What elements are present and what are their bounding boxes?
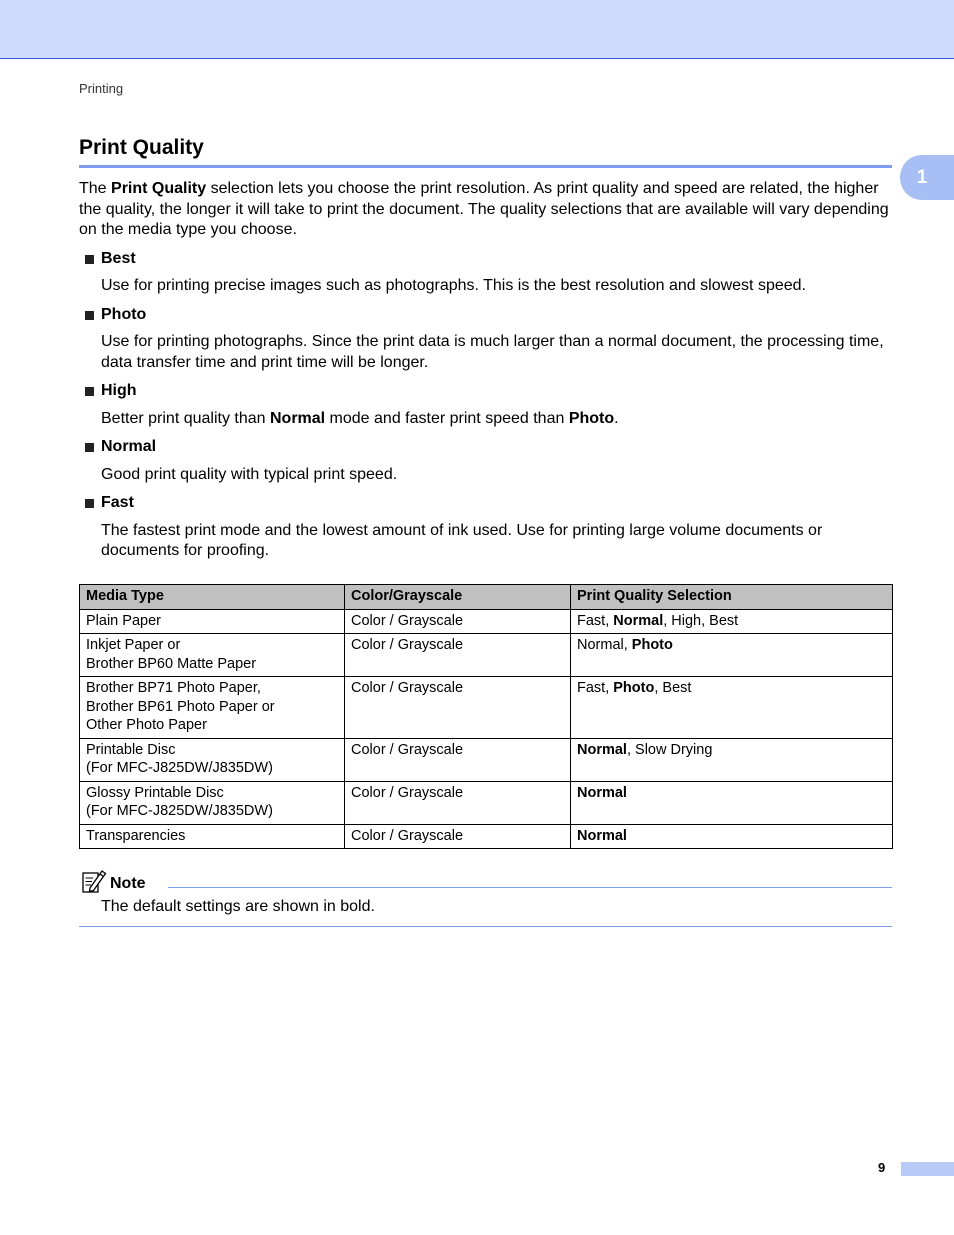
option-name: Best <box>101 249 136 267</box>
table-header-row <box>80 585 893 610</box>
media-type-line: Inkjet Paper or <box>86 637 181 653</box>
breadcrumb: Printing <box>79 81 124 96</box>
text-run: selection lets you choose the print resolution. As print quality and speed are related, the higher the quality, the longer it will take to print the document. The quality selections that are available will vary depending on the media type you choose. <box>79 180 889 238</box>
text-run: Good print quality with typical print speed. <box>101 465 398 483</box>
option-heading-photo <box>79 305 892 326</box>
media-type-line: Other Photo Paper <box>86 717 207 733</box>
option-description <box>101 332 892 373</box>
option-name: High <box>101 382 137 399</box>
square-bullet-icon <box>85 255 94 264</box>
text-run: Normal, <box>577 637 632 653</box>
text-run: Use for printing precise images such as photographs. This is the best resolution and slowest speed. <box>101 277 806 294</box>
cell-media-type <box>80 609 345 634</box>
note-label: Note <box>110 875 146 892</box>
bold-text: Photo <box>631 637 673 653</box>
media-type-line: Brother BP61 Photo Paper or <box>86 698 275 715</box>
column-header-color-grayscale: Color/Grayscale <box>345 585 571 610</box>
square-bullet-icon <box>85 443 94 452</box>
cell-print-quality <box>571 781 893 824</box>
bold-text: Normal <box>577 784 627 801</box>
square-bullet-icon <box>85 311 94 320</box>
cell-color-grayscale: Color / Grayscale <box>345 677 571 739</box>
text-run: mode and faster print speed than <box>325 409 569 427</box>
cell-media-type <box>80 677 345 739</box>
cell-media-type <box>80 738 345 781</box>
table-row <box>80 824 893 849</box>
media-type-line: (For MFC-J825DW/J835DW) <box>86 760 273 776</box>
cell-print-quality <box>571 609 893 634</box>
note-divider <box>168 887 892 888</box>
square-bullet-icon <box>85 387 94 396</box>
square-bullet-icon <box>85 499 94 508</box>
cell-print-quality <box>571 738 893 781</box>
cell-print-quality <box>571 824 893 849</box>
text-run: , High, Best <box>663 612 739 629</box>
table-row <box>80 677 893 739</box>
option-heading-high <box>79 381 892 402</box>
media-type-line: Transparencies <box>86 827 186 844</box>
table-body <box>80 609 893 849</box>
bold-text: Print Quality <box>111 180 207 197</box>
note-pencil-icon <box>81 868 107 894</box>
text-run: The <box>79 180 112 197</box>
table-row <box>80 738 893 781</box>
option-description <box>101 521 892 562</box>
column-header-media-type: Media Type <box>80 585 345 610</box>
bold-text: Normal <box>269 409 326 427</box>
note-text: The default settings are shown in bold. <box>101 898 375 915</box>
table-row <box>80 634 893 677</box>
cell-media-type <box>80 824 345 849</box>
note-bottom-divider <box>79 926 892 927</box>
text-run: Fast, <box>577 680 614 696</box>
cell-color-grayscale: Color / Grayscale <box>345 609 571 634</box>
media-type-line: (For MFC-J825DW/J835DW) <box>86 803 273 819</box>
option-name: Normal <box>101 438 157 455</box>
text-run: The fastest print mode and the lowest amount of ink used. Use for printing large volume documents or documents for proofing. <box>101 521 823 559</box>
bold-text: Photo <box>568 409 615 427</box>
chapter-tab[interactable]: 1 <box>900 155 954 200</box>
text-run: Fast, <box>577 612 614 629</box>
cell-color-grayscale: Color / Grayscale <box>345 634 571 677</box>
option-heading-best <box>79 249 892 270</box>
text-run: Use for printing photographs. Since the print data is much larger than a normal document, the processing time, data transfer time and print time will be longer. <box>101 333 884 371</box>
bold-text: Photo <box>613 680 655 696</box>
cell-print-quality <box>571 634 893 677</box>
text-run: . <box>614 409 619 427</box>
media-quality-table <box>79 584 893 849</box>
media-type-line: Glossy Printable Disc <box>86 784 224 801</box>
option-description <box>101 409 892 430</box>
text-run: , Slow Drying <box>626 741 713 758</box>
content-body <box>79 179 892 570</box>
media-type-line: Brother BP60 Matte Paper <box>86 655 257 672</box>
media-type-line: Brother BP71 Photo Paper, <box>86 680 261 696</box>
page-title: Print Quality <box>79 136 204 159</box>
page-number: 9 <box>878 1160 886 1175</box>
column-header-print-quality: Print Quality Selection <box>571 585 893 610</box>
cell-media-type <box>80 634 345 677</box>
option-name: Photo <box>101 305 147 323</box>
cell-color-grayscale: Color / Grayscale <box>345 824 571 849</box>
option-description <box>101 276 892 297</box>
cell-print-quality <box>571 677 893 739</box>
media-type-line: Printable Disc <box>86 741 176 758</box>
quality-options-list <box>79 249 892 562</box>
media-type-line: Plain Paper <box>86 612 161 629</box>
table-row <box>80 781 893 824</box>
option-heading-normal <box>79 437 892 458</box>
bold-text: Normal <box>577 827 627 844</box>
cell-color-grayscale: Color / Grayscale <box>345 781 571 824</box>
cell-color-grayscale: Color / Grayscale <box>345 738 571 781</box>
bold-text: Normal <box>577 741 627 758</box>
option-name: Fast <box>101 494 134 511</box>
cell-media-type <box>80 781 345 824</box>
text-run: Better print quality than <box>101 409 270 427</box>
title-divider <box>79 165 892 168</box>
intro-paragraph <box>79 179 892 241</box>
bold-text: Normal <box>613 612 664 629</box>
page-header-band <box>0 0 954 59</box>
page-tab <box>901 1162 954 1176</box>
table-row <box>80 609 893 634</box>
text-run: , Best <box>654 680 692 696</box>
option-heading-fast <box>79 493 892 514</box>
option-description <box>101 465 892 486</box>
